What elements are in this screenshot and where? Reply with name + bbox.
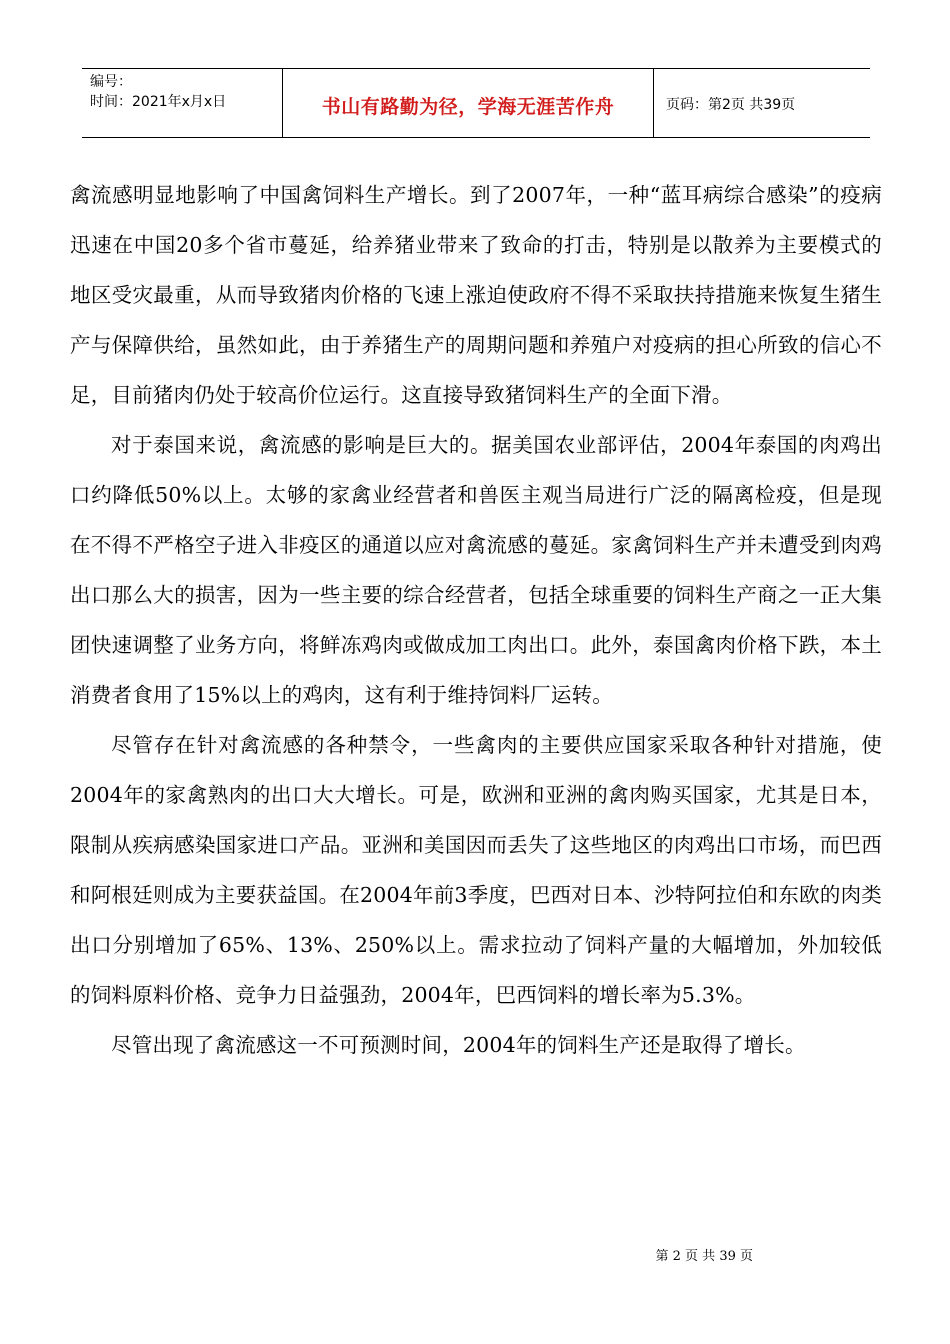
header-motto-cell [282, 69, 654, 137]
paragraph-2: 对于泰国来说，禽流感的影响是巨大的。据美国农业部评估，2004年泰国的肉鸡出口约降低50%以上。太够的家禽业经营者和兽医主观当局进行广泛的隔离检疫，但是现在不得不严格空子进入非疫区的通道以应对禽流感的蔓延。家禽饲料生产并未遭受到肉鸡出口那么大的损害，因为一些主要的综合经营者，包括全球重要的饲料生产商之一正大集团快速调整了业务方向，将鲜冻鸡肉或做成加工肉出口。此外，泰国禽肉价格下跌，本土消费者食用了15%以上的鸡肉，这有利于维持饲料厂运转。 [70, 433, 882, 707]
footer-page-number: 第 2 页 共 39 页 [655, 1249, 753, 1264]
paragraph-3: 尽管存在针对禽流感的各种禁令，一些禽肉的主要供应国家采取各种针对措施，使2004年的家禽熟肉的出口大大增长。可是，欧洲和亚洲的禽肉购买国家，尤其是日本，限制从疾病感染国家进口产品。亚洲和美国因而丢失了这些地区的肉鸡出口市场，而巴西和阿根廷则成为主要获益国。在2004年前3季度，巴西对日本、沙特阿拉伯和东欧的肉类出口分别增加了65%、13%、250%以上。需求拉动了饲料产量的大幅增加，外加较低的饲料原料价格、竞争力日益强劲，2004年，巴西饲料的增长率为5.3%。 [70, 733, 882, 1007]
paragraph-1: 禽流感明显地影响了中国禽饲料生产增长。到了2007年，一种“蓝耳病综合感染”的疫病迅速在中国20多个省市蔓延，给养猪业带来了致命的打击，特别是以散养为主要模式的地区受灾最重，从而导致猪肉价格的飞速上涨迫使政府不得不采取扶持措施来恢复生猪生产与保障供给，虽然如此，由于养猪生产的周期问题和养殖户对疫病的担心所致的信心不足，目前猪肉仍处于较高价位运行。这直接导致猪饲料生产的全面下滑。 [70, 183, 882, 407]
document-date-label: 时间：2021年x月x日 [90, 94, 227, 110]
header-motto: 书山有路勤为径，学海无涯苦作舟 [321, 95, 615, 118]
document-body [70, 170, 882, 1070]
header-page-info: 页码：第2页 共39页 [666, 97, 796, 113]
header-page-info-cell [654, 69, 870, 137]
paragraph-4: 尽管出现了禽流感这一不可预测时间，2004年的饲料生产还是取得了增长。 [111, 1033, 806, 1057]
page-header [82, 68, 870, 138]
header-left-cell [82, 69, 282, 137]
document-number-label: 编号： [90, 74, 132, 90]
